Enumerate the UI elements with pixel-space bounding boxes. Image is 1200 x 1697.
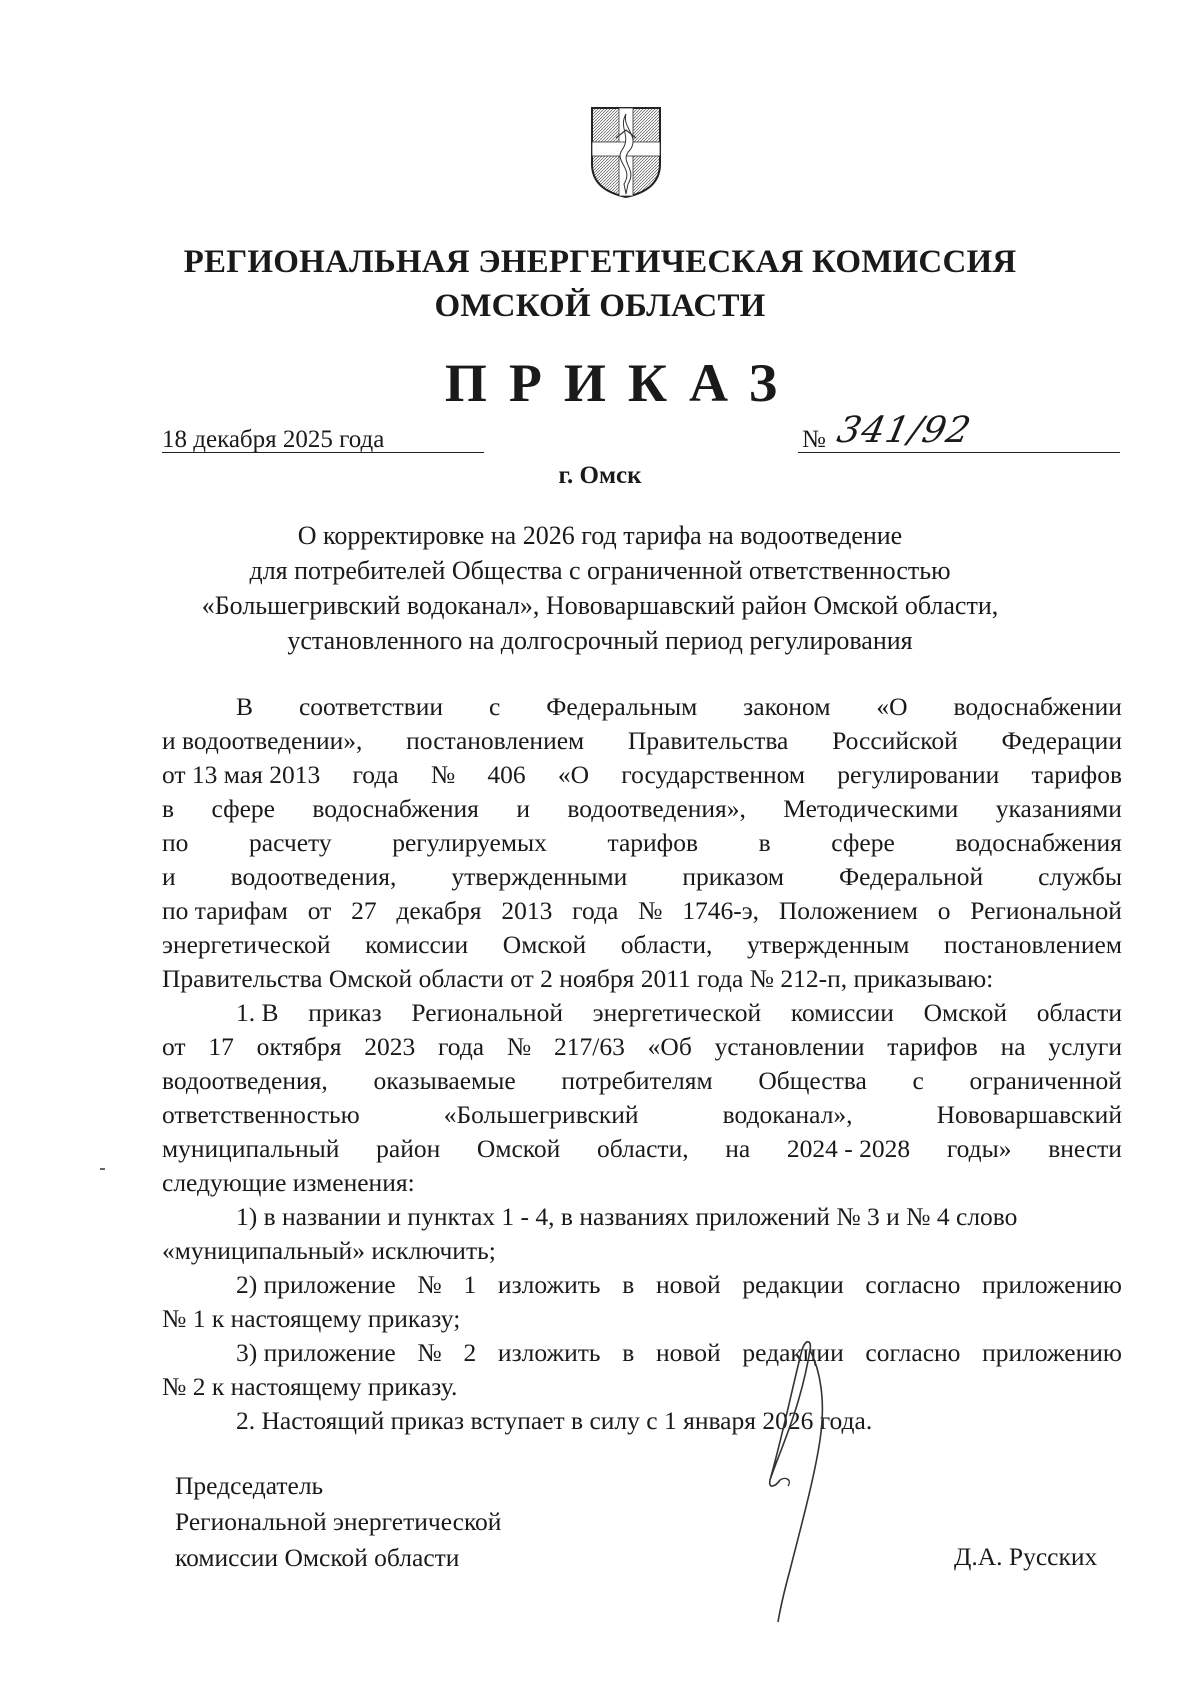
body-line: «муниципальный» исключить; <box>162 1236 496 1265</box>
body-text-segment: утвержденным <box>747 930 910 959</box>
body-text-segment: приказом <box>682 862 785 891</box>
body-text-segment: В <box>236 692 254 721</box>
body-text-segment: 1 <box>463 1270 477 1299</box>
body-text-segment: «О <box>876 692 908 721</box>
signer-position-line: Председатель <box>175 1471 324 1500</box>
body-text-segment: энергетической <box>592 998 762 1027</box>
body-text-segment: Российской <box>832 726 958 755</box>
body-text-segment: 2023 <box>364 1032 416 1061</box>
subject-line: для потребителей Общества с ограниченной ответственностью <box>249 556 951 585</box>
body-text-segment: согласно <box>865 1270 961 1299</box>
body-line <box>162 1064 1122 1098</box>
body-text-segment: внести <box>1048 1134 1122 1163</box>
body-text-segment: № <box>506 1032 532 1061</box>
body-line: 2. Настоящий приказ вступает в силу с 1 января 2026 года. <box>236 1406 873 1435</box>
document-number-handwritten: 341/92 <box>833 410 976 451</box>
body-text-segment: редакции <box>742 1338 844 1367</box>
body-text-segment: № <box>417 1270 442 1299</box>
body-text-segment: 2 <box>463 1338 477 1367</box>
subject-line: О корректировке на 2026 год тарифа на водоотведение <box>297 521 903 550</box>
body-text-segment: водоканал», <box>722 1100 853 1129</box>
body-text-segment: водоотведения, <box>162 1066 328 1095</box>
body-text-segment: тарифов <box>1031 760 1122 789</box>
body-text-segment: 406 <box>487 760 526 789</box>
body-text-segment: 3) приложение <box>236 1338 396 1367</box>
body-text-segment: 2024 - 2028 <box>786 1134 911 1163</box>
date-underline <box>162 452 484 453</box>
body-text-segment: постановлением <box>406 726 585 755</box>
body-text-segment: потребителям <box>561 1066 713 1095</box>
body-text-segment: муниципальный <box>162 1134 340 1163</box>
body-text-segment: Федеральной <box>839 862 984 891</box>
body-text-segment: о <box>937 896 951 925</box>
body-text-segment: 2013 <box>501 896 553 925</box>
body-text-segment: 1) в названии и пунктах 1 - 4, в названиях приложений № 3 и № 4 слово <box>236 1202 1018 1231</box>
body-text-segment: года <box>437 1032 485 1061</box>
body-text-segment: с <box>488 692 501 721</box>
signer-position-line: Региональной энергетической <box>175 1507 502 1536</box>
body-line <box>162 860 1122 894</box>
body-line <box>162 792 1122 826</box>
body-line: Правительства Омской области от 2 ноября 2011 года № 212-п, приказываю: <box>162 964 994 993</box>
body-text-segment: энергетической <box>162 930 331 959</box>
body-text-segment: оказываемые <box>373 1066 516 1095</box>
body-text-segment: № <box>430 760 456 789</box>
body-text-segment: ограниченной <box>969 1066 1122 1095</box>
body-text-segment: Федерации <box>1001 726 1122 755</box>
body-text-segment: и водоотведении», <box>162 726 363 755</box>
body-line <box>162 1336 1122 1370</box>
body-line <box>162 826 1122 860</box>
body-text-segment: октября <box>256 1032 342 1061</box>
body-text-segment: утвержденными <box>451 862 628 891</box>
handwritten-signature <box>740 1330 900 1630</box>
body-text-segment: на <box>1000 1032 1026 1061</box>
body-text-segment: установлении <box>714 1032 865 1061</box>
subject-line: «Большегривский водоканал», Нововаршавский район Омской области, <box>201 591 999 620</box>
body-line: № 1 к настоящему приказу; <box>162 1304 461 1333</box>
body-text-segment: с <box>912 1066 924 1095</box>
body-text-segment: области, <box>620 930 713 959</box>
body-text-segment: приказ <box>308 998 382 1027</box>
body-text-segment: Методическими <box>783 794 959 823</box>
body-text-segment: года <box>572 896 619 925</box>
body-text-segment: Общества <box>758 1066 867 1095</box>
organization-name-line2: ОМСКОЙ ОБЛАСТИ <box>434 288 766 324</box>
body-line <box>162 894 1122 928</box>
body-text-segment: 1. В <box>236 998 279 1027</box>
body-text-segment: Нововаршавский <box>936 1100 1122 1129</box>
body-text-segment: от 13 мая 2013 <box>162 760 321 789</box>
coat-of-arms-emblem <box>588 104 664 200</box>
body-text-segment: 217/63 <box>554 1032 625 1061</box>
document-city: г. Омск <box>558 462 642 489</box>
body-text-segment: государственном <box>621 760 806 789</box>
document-number-label: № <box>802 426 826 453</box>
body-text-segment: расчету <box>249 828 332 857</box>
document-date: 18 декабря 2025 года <box>162 426 385 453</box>
subject-line: установленного на долгосрочный период регулирования <box>287 626 913 655</box>
body-text-segment: район <box>376 1134 441 1163</box>
body-text-segment: декабря <box>396 896 482 925</box>
body-text-segment: сфере <box>831 828 895 857</box>
body-text-segment: соответствии <box>298 692 444 721</box>
body-text-segment: комиссии <box>365 930 469 959</box>
body-text-segment: Правительства <box>627 726 789 755</box>
body-text-segment: водоснабжения <box>312 794 479 823</box>
body-line <box>162 690 1122 724</box>
body-text-segment: года <box>352 760 399 789</box>
body-text-segment: регулируемых <box>392 828 547 857</box>
body-text-segment: согласно <box>865 1338 961 1367</box>
body-text-segment: службы <box>1038 862 1122 891</box>
organization-name-line1: РЕГИОНАЛЬНАЯ ЭНЕРГЕТИЧЕСКАЯ КОМИССИЯ <box>183 244 1017 280</box>
body-text-segment: «Об <box>647 1032 692 1061</box>
body-text-segment: новой <box>655 1270 721 1299</box>
body-text-segment: в <box>162 794 175 823</box>
body-line <box>162 996 1122 1030</box>
signer-position-line: комиссии Омской области <box>175 1543 460 1572</box>
body-line <box>162 1268 1122 1302</box>
body-text-segment: 2) приложение <box>236 1270 396 1299</box>
body-text-segment: изложить <box>497 1338 601 1367</box>
body-line <box>162 1098 1122 1132</box>
body-text-segment: Омской <box>476 1134 561 1163</box>
body-text-segment: Региональной <box>970 896 1122 925</box>
body-text-segment: 1746-э, <box>682 896 760 925</box>
body-text-segment: водоотведения, <box>230 862 397 891</box>
body-line: № 2 к настоящему приказу. <box>162 1372 458 1401</box>
body-text-segment: в <box>622 1338 635 1367</box>
body-text-segment: по тарифам <box>162 896 288 925</box>
body-text-segment: ответственностью <box>162 1100 360 1129</box>
body-text-segment: водоснабжения <box>955 828 1122 857</box>
body-line <box>162 1030 1122 1064</box>
body-text-segment: водоотведения», <box>567 794 746 823</box>
body-text-segment: новой <box>655 1338 721 1367</box>
body-line <box>162 928 1122 962</box>
body-line: следующие изменения: <box>162 1168 415 1197</box>
body-text-segment: комиссии <box>790 998 894 1027</box>
body-text-segment: указаниями <box>995 794 1122 823</box>
signer-name: Д.А. Русских <box>954 1542 1098 1571</box>
body-text-segment: и <box>162 862 176 891</box>
body-text-segment: в <box>622 1270 635 1299</box>
body-line <box>162 724 1122 758</box>
body-text-segment: «Большегривский <box>443 1100 639 1129</box>
document-body <box>162 690 1122 1438</box>
body-text-segment: услуги <box>1048 1032 1122 1061</box>
body-text-segment: приложению <box>982 1270 1122 1299</box>
body-text-segment: и <box>516 794 530 823</box>
body-text-segment: приложению <box>982 1338 1122 1367</box>
body-text-segment: «О <box>557 760 590 789</box>
body-line <box>162 758 1122 792</box>
body-text-segment: законом <box>743 692 831 721</box>
body-text-segment: тарифов <box>887 1032 978 1061</box>
body-text-segment: тарифов <box>607 828 698 857</box>
body-text-segment: регулировании <box>837 760 1000 789</box>
body-text-segment: 17 <box>208 1032 234 1061</box>
body-text-segment: редакции <box>742 1270 844 1299</box>
body-text-segment: в <box>758 828 771 857</box>
body-text-segment: Омской <box>923 998 1008 1027</box>
number-underline <box>798 452 1120 453</box>
body-line <box>162 1200 1122 1234</box>
body-text-segment: Федеральным <box>546 692 698 721</box>
scan-mark <box>100 1168 105 1170</box>
body-text-segment: годы» <box>946 1134 1012 1163</box>
body-text-segment: Региональной <box>411 998 563 1027</box>
document-type-title: ПРИКАЗ <box>444 353 800 413</box>
body-text-segment: сфере <box>211 794 275 823</box>
body-text-segment: № <box>638 896 663 925</box>
signer-position <box>175 1468 501 1576</box>
body-text-segment: от <box>307 896 332 925</box>
body-text-segment: водоснабжении <box>953 692 1122 721</box>
body-text-segment: № <box>417 1338 442 1367</box>
body-text-segment: Положением <box>778 896 918 925</box>
body-text-segment: Омской <box>502 930 587 959</box>
body-text-segment: от <box>162 1032 186 1061</box>
body-text-segment: на <box>725 1134 751 1163</box>
body-text-segment: изложить <box>497 1270 601 1299</box>
body-line <box>162 1132 1122 1166</box>
body-text-segment: по <box>162 828 189 857</box>
body-text-segment: области <box>1036 998 1122 1027</box>
body-text-segment: 27 <box>351 896 377 925</box>
body-text-segment: постановлением <box>943 930 1122 959</box>
body-text-segment: области, <box>596 1134 689 1163</box>
